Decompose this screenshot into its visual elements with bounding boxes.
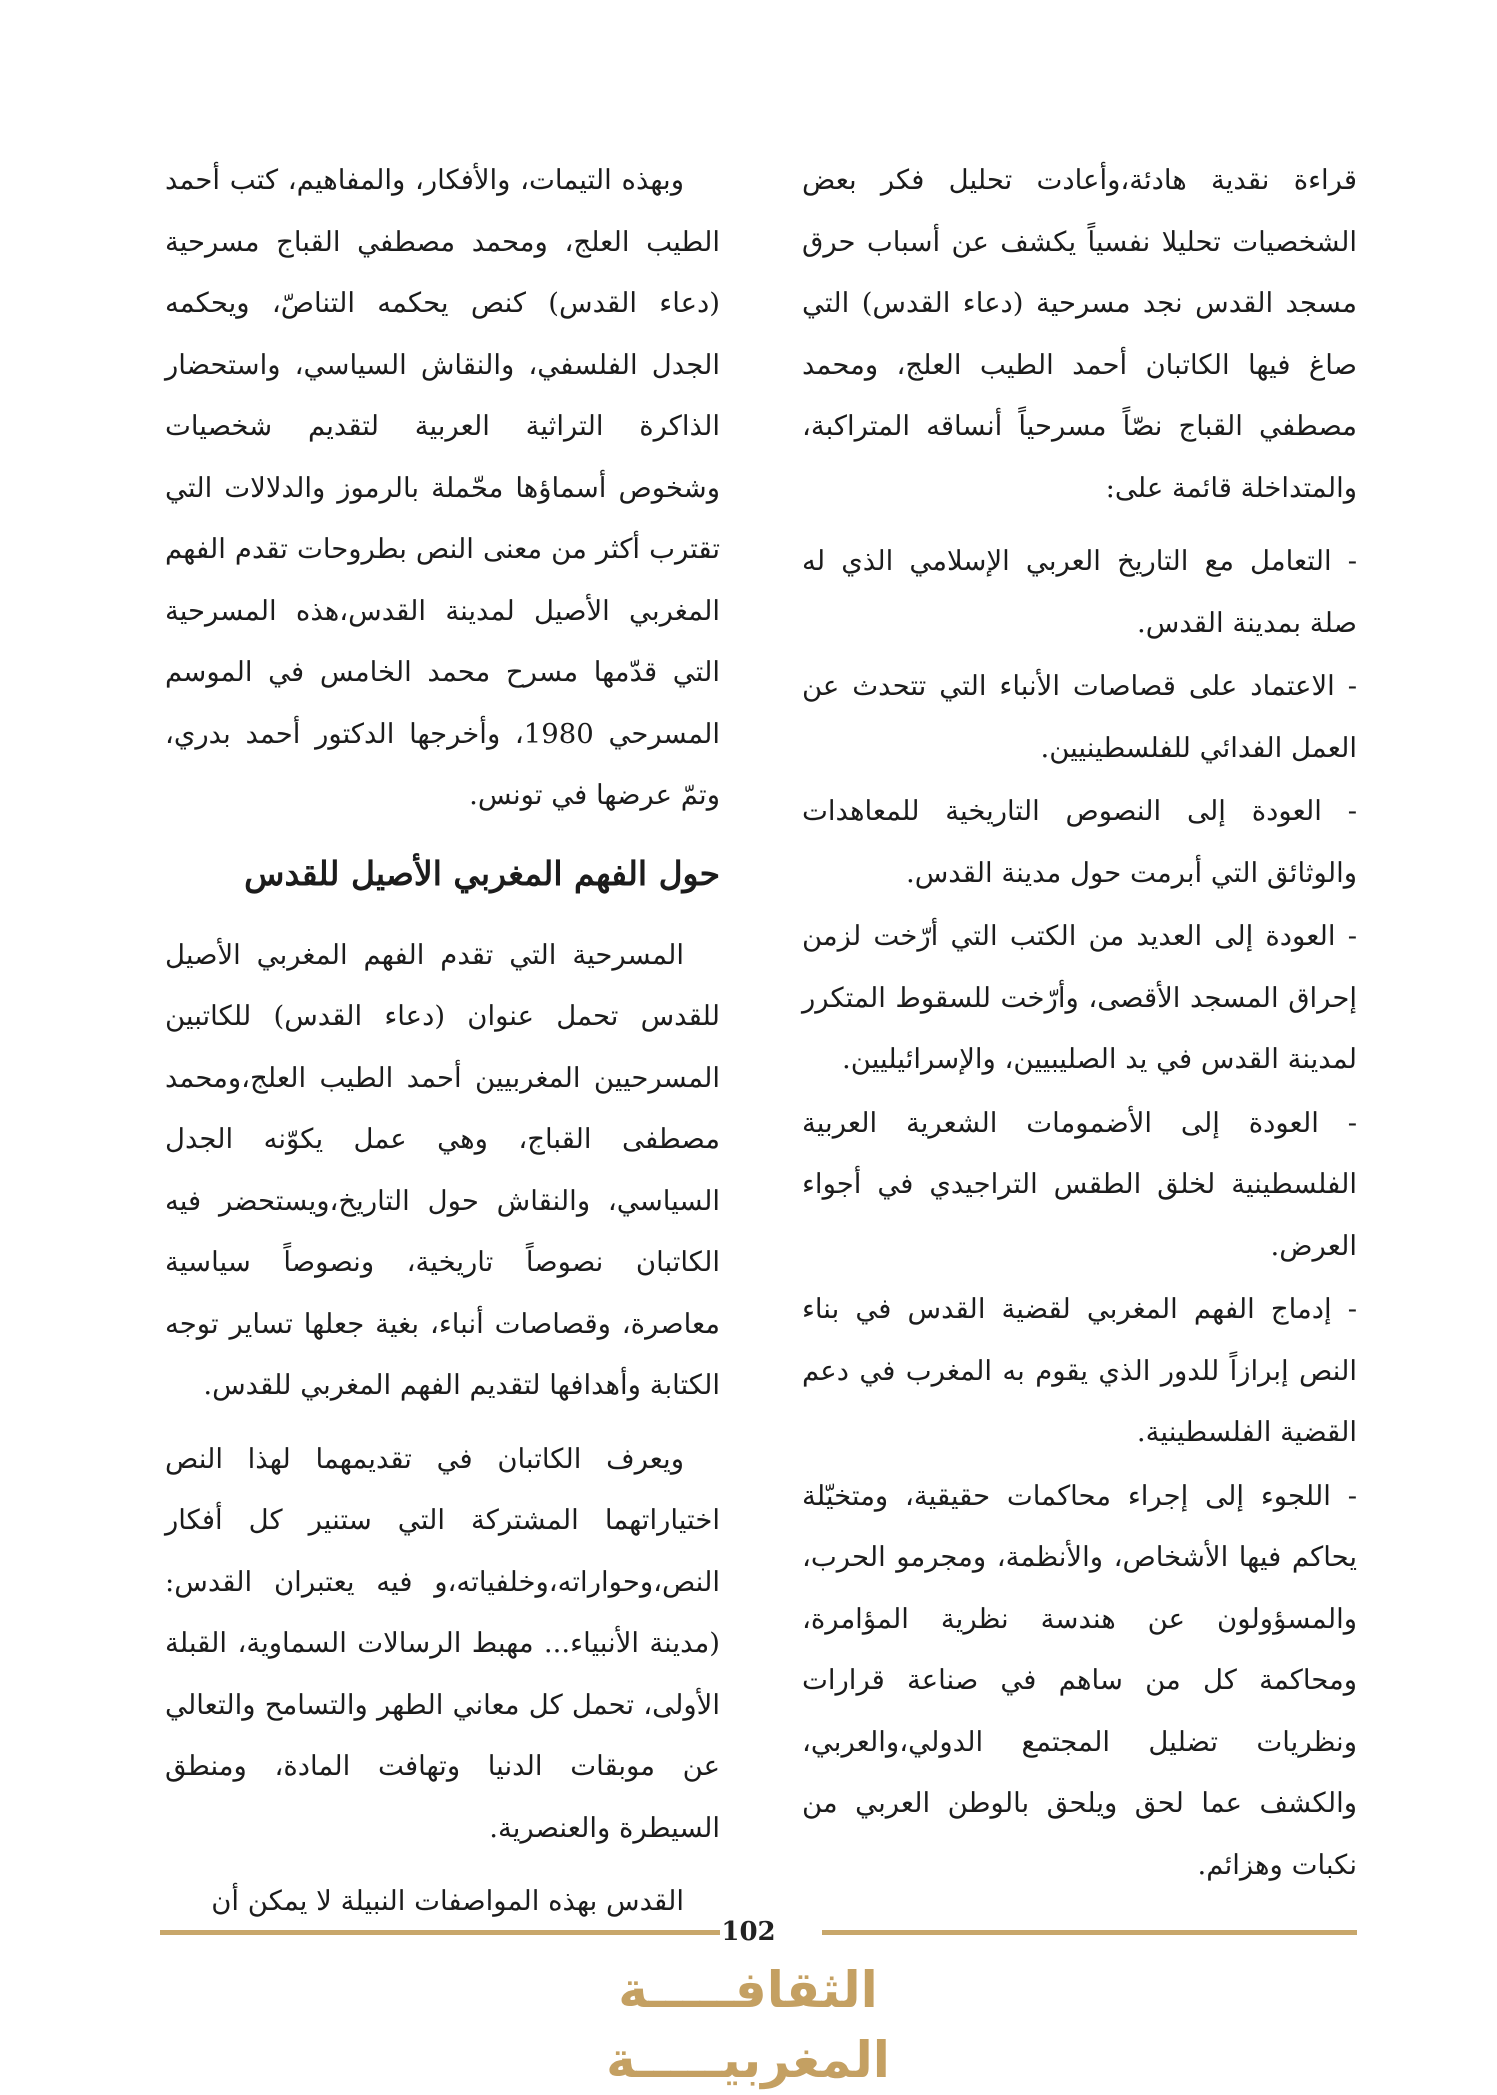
authors-paragraph: ويعرف الكاتبان في تقديمهما لهذا النص اختياراتهما المشتركة التي ستنير كل أفكار النص،وحواراته،وخلفياته،و فيه يعتبران القدس:(مدينة الأنبياء... مهبط الرسالات السماوية، القبلة الأولى، تحمل كل معاني الطهر والتسامح والتعالي عن موبقات الدنيا وتهافت المادة، ومنطق السيطرة والعنصرية.: [165, 1442, 720, 1844]
right-column: [802, 150, 1357, 1898]
bullet-item-3: - العودة إلى النصوص التاريخية للمعاهدات والوثائق التي أبرمت حول مدينة القدس.: [802, 795, 1357, 889]
bullet-item-1: - التعامل مع التاريخ العربي الإسلامي الذي له صلة بمدينة القدس.: [802, 545, 1357, 639]
footer-rule-left: [160, 1930, 720, 1935]
intro-paragraph: قراءة نقدية هادئة،وأعادت تحليل فكر بعض الشخصيات تحليلا نفسياً يكشف عن أسباب حرق مسجد القدس نجد مسرحية (دعاء القدس) التي صاغ فيها الكاتبان أحمد الطيب العلج، ومحمد مصطفي القباج نصّاً مسرحياً أنساقه المتراكبة، والمتداخلة قائمة على:: [802, 164, 1357, 504]
left-column: [165, 150, 720, 1945]
bullet-item-6: - إدماج الفهم المغربي لقضية القدس في بناء النص إبرازاً للدور الذي يقوم به المغرب في دعم القضية الفلسطينية.: [802, 1293, 1357, 1448]
bullet-item-4: - العودة إلى العديد من الكتب التي أرّخت لزمن إحراق المسجد الأقصى، وأرّخت للسقوط المتكرر لمدينة القدس في يد الصليبيين، والإسرائيليين.: [802, 920, 1357, 1075]
footer-rule-right: [822, 1930, 1357, 1935]
bullet-item-7: - اللجوء إلى إجراء محاكمات حقيقية، ومتخيّلة يحاكم فيها الأشخاص، والأنظمة، ومجرمو الحرب، والمسؤولون عن هندسة نظرية المؤامرة، ومحاكمة كل من ساهم في صناعة قرارات ونظريات تضليل المجتمع الدولي،والعربي، والكشف عما لحق ويلحق بالوطن العربي من نكبات وهزائم.: [802, 1479, 1357, 1881]
magazine-masthead: الثقافـــــة المغربيـــــة: [606, 1961, 890, 2089]
section-heading: حول الفهم المغربي الأصيل للقدس: [244, 853, 720, 893]
bullet-item-2: - الاعتماد على قصاصات الأنباء التي تتحدث عن العمل الفدائي للفلسطينيين.: [802, 670, 1357, 764]
bullet-item-5: - العودة إلى الأضمومات الشعرية العربية الفلسطينية لخلق الطقس التراجيدي في أجواء العرض.: [802, 1106, 1357, 1262]
play-paragraph: المسرحية التي تقدم الفهم المغربي الأصيل للقدس تحمل عنوان (دعاء القدس) للكاتبين المسرحيين المغربيين أحمد الطيب العلج،ومحمد مصطفى القباج، وهي عمل يكوّنه الجدل السياسي، والنقاش حول التاريخ،ويستحضر فيه الكاتبان نصوصاً تاريخية، ونصوصاً سياسية معاصرة، وقصاصات أنباء، بغية جعلها تساير توجه الكتابة وأهدافها لتقديم الفهم المغربي للقدس.: [165, 938, 720, 1401]
page-number: 102: [721, 1917, 776, 1947]
closing-paragraph: القدس بهذه المواصفات النبيلة لا يمكن أن: [211, 1885, 684, 1917]
themes-paragraph: وبهذه التيمات، والأفكار، والمفاهيم، كتب أحمد الطيب العلج، ومحمد مصطفي القباج مسرحية (دعاء القدس) كنص يحكمه التناصّ، ويحكمه الجدل الفلسفي، والنقاش السياسي، واستحضار الذاكرة التراثية العربية لتقديم شخصيات وشخوص أسماؤها محّملة بالرموز والدلالات التي تقترب أكثر من معنى النص بطروحات تقدم الفهم المغربي الأصيل لمدينة القدس،هذه المسرحية التي قدّمها مسرح محمد الخامس في الموسم المسرحي 1980، وأخرجها الدكتور أحمد بدري، وتمّ عرضها في تونس.: [165, 164, 720, 811]
